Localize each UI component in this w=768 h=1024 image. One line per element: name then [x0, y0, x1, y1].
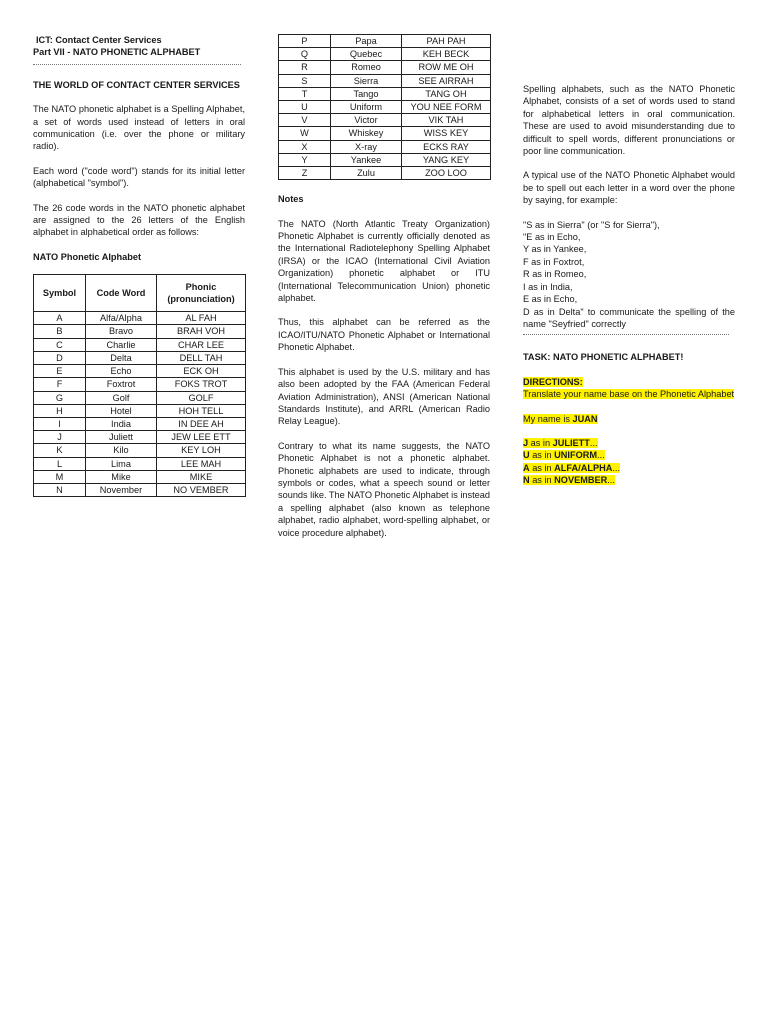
phonic-cell: LEE MAH	[157, 457, 246, 470]
intro-paragraph-1: The NATO phonetic alphabet is a Spelling Alphabet, a set of words used instead of letters in oral communication (i.e. over the phone or military radio).	[33, 104, 245, 152]
symbol-cell: P	[279, 35, 331, 48]
phonic-cell: CHAR LEE	[157, 338, 246, 351]
answer-word: NOVEMBER	[554, 475, 608, 486]
phonic-cell: ZOO LOO	[402, 167, 491, 180]
symbol-cell: F	[34, 378, 86, 391]
symbol-cell: D	[34, 351, 86, 364]
symbol-cell: X	[279, 140, 331, 153]
code-word-cell: Victor	[331, 114, 402, 127]
phonic-cell: NO VEMBER	[157, 483, 246, 496]
example-line: E as in Echo,	[523, 294, 578, 305]
directions-text: Translate your name base on the Phonetic Alphabet	[523, 389, 735, 400]
code-word-cell: Kilo	[86, 444, 157, 457]
example-line: Y as in Yankee,	[523, 244, 587, 255]
example-line: I as in India,	[523, 281, 573, 292]
phonic-cell: FOKS TROT	[157, 378, 246, 391]
code-word-cell: Uniform	[331, 101, 402, 114]
table-b-row	[279, 101, 491, 114]
code-word-cell: India	[86, 417, 157, 430]
phonic-cell: ECK OH	[157, 365, 246, 378]
table-header-row	[34, 275, 246, 312]
symbol-cell: U	[279, 101, 331, 114]
symbol-cell: E	[34, 365, 86, 378]
phonic-cell: YOU NEE FORM	[402, 101, 491, 114]
part-title: Part VII - NATO PHONETIC ALPHABET	[33, 47, 201, 58]
code-word-cell: Echo	[86, 365, 157, 378]
phonic-cell: ECKS RAY	[402, 140, 491, 153]
symbol-cell: B	[34, 325, 86, 338]
name-line	[523, 413, 735, 425]
answer-line	[523, 437, 735, 449]
answer-word: ALFA/ALPHA	[554, 462, 613, 473]
table-b-row	[279, 127, 491, 140]
code-word-cell: Delta	[86, 351, 157, 364]
example-list	[523, 219, 735, 331]
code-word-cell: Golf	[86, 391, 157, 404]
code-word-cell: November	[86, 483, 157, 496]
table-a-row	[34, 378, 246, 391]
intro-paragraph-2: Each word ("code word") stands for its initial letter (alphabetical "symbol").	[33, 165, 245, 189]
phonic-cell: BRAH VOH	[157, 325, 246, 338]
symbol-cell: V	[279, 114, 331, 127]
code-word-cell: Whiskey	[331, 127, 402, 140]
table-b-row	[279, 74, 491, 87]
answer-word: JULIETT	[552, 437, 590, 448]
table-b-row	[279, 140, 491, 153]
table-a-row	[34, 457, 246, 470]
divider	[33, 59, 241, 65]
table-b-row	[279, 87, 491, 100]
table-a-row	[34, 483, 246, 496]
notes-heading: Notes	[278, 194, 304, 205]
task-heading: TASK: NATO PHONETIC ALPHABET!	[523, 352, 684, 363]
column-header-symbol: Symbol	[34, 275, 86, 312]
name-value: JUAN	[572, 413, 598, 424]
symbol-cell: I	[34, 417, 86, 430]
example-line: "E as in Echo,	[523, 232, 581, 243]
notes-paragraph-4: Contrary to what its name suggests, the NATO Phonetic Alphabet is not a phonetic alphabet. Phonetic alphabets are used to indicate, through symbols or codes, what a speech sound or letter sounds like. The NATO Phonetic Alphabet is instead a spelling alphabet (also known as telephone alphabet, radio alphabet, word-spelling alphabet, or voice procedure alphabet).	[278, 440, 490, 538]
answer-letter: A	[523, 462, 530, 473]
code-word-cell: Bravo	[86, 325, 157, 338]
code-word-cell: Alfa/Alpha	[86, 312, 157, 325]
symbol-cell: N	[34, 483, 86, 496]
phonic-cell: MIKE	[157, 470, 246, 483]
code-word-cell: Tango	[331, 87, 402, 100]
directions-label: DIRECTIONS:	[523, 376, 583, 387]
table-b-row	[279, 48, 491, 61]
column-2	[278, 34, 490, 539]
column-1	[33, 34, 245, 497]
table-a-row	[34, 444, 246, 457]
course-title: ICT: Contact Center Services	[36, 35, 162, 45]
answer-end: ...	[597, 450, 605, 461]
table-a-row	[34, 417, 246, 430]
table-title: NATO Phonetic Alphabet	[33, 251, 142, 262]
phonetic-table-a	[33, 274, 246, 497]
symbol-cell: Q	[279, 48, 331, 61]
code-word-cell: Charlie	[86, 338, 157, 351]
symbol-cell: M	[34, 470, 86, 483]
phonic-cell: TANG OH	[402, 87, 491, 100]
symbol-cell: S	[279, 74, 331, 87]
table-a-row	[34, 351, 246, 364]
symbol-cell: T	[279, 87, 331, 100]
example-line: D as in Delta" to communicate the spelling of the name "Seyfried" correctly	[523, 306, 735, 329]
phonic-cell: GOLF	[157, 391, 246, 404]
answer-end: ...	[607, 475, 615, 486]
usage-paragraph: A typical use of the NATO Phonetic Alphabet would be to spell out each letter in a word over the phone by saying, for example:	[523, 170, 735, 206]
example-line: "S as in Sierra" (or "S for Sierra"),	[523, 219, 660, 230]
table-a-row	[34, 365, 246, 378]
answer-list	[523, 437, 735, 487]
table-b-row	[279, 153, 491, 166]
phonic-cell: VIK TAH	[402, 114, 491, 127]
table-a-row	[34, 470, 246, 483]
table-b-row	[279, 35, 491, 48]
symbol-cell: A	[34, 312, 86, 325]
code-word-cell: Yankee	[331, 153, 402, 166]
symbol-cell: H	[34, 404, 86, 417]
code-word-cell: Lima	[86, 457, 157, 470]
code-word-cell: Juliett	[86, 431, 157, 444]
answer-line	[523, 462, 735, 474]
table-b-row	[279, 61, 491, 74]
answer-letter: U	[523, 450, 530, 461]
code-word-cell: Foxtrot	[86, 378, 157, 391]
answer-end: ...	[612, 462, 621, 473]
answer-mid: as in	[528, 437, 553, 448]
table-b-row	[279, 114, 491, 127]
symbol-cell: W	[279, 127, 331, 140]
symbol-cell: G	[34, 391, 86, 404]
table-a-row	[34, 338, 246, 351]
table-a-row	[34, 312, 246, 325]
code-word-cell: Zulu	[331, 167, 402, 180]
phonic-cell: KEY LOH	[157, 444, 246, 457]
column-header-code-word: Code Word	[86, 275, 157, 312]
code-word-cell: Papa	[331, 35, 402, 48]
table-a-row	[34, 325, 246, 338]
code-word-cell: Hotel	[86, 404, 157, 417]
notes-paragraph-3: This alphabet is used by the U.S. military and has also been adopted by the FAA (American Federal Aviation Administration), ANSI (American National Standards Institute), and ARRL (American Radio Relay League).	[278, 366, 490, 427]
phonic-cell: IN DEE AH	[157, 417, 246, 430]
code-word-cell: Quebec	[331, 48, 402, 61]
code-word-cell: X-ray	[331, 140, 402, 153]
table-a-row	[34, 431, 246, 444]
notes-paragraph-1: The NATO (North Atlantic Treaty Organization) Phonetic Alphabet is currently officially denoted as the International Radiotelephony Spelling Alphabet (IRSA) or the ICAO (International Civil Aviation Organization) phonetic alphabet or ITU (International Telecommunication Union) phonetic alphabet.	[278, 218, 490, 304]
example-line: F as in Foxtrot,	[523, 256, 585, 267]
phonic-cell: HOH TELL	[157, 404, 246, 417]
table-b-row	[279, 167, 491, 180]
symbol-cell: J	[34, 431, 86, 444]
table-a-row	[34, 391, 246, 404]
phonic-cell: JEW LEE ETT	[157, 431, 246, 444]
phonic-cell: ROW ME OH	[402, 61, 491, 74]
answer-mid: as in	[529, 450, 555, 461]
phonic-cell: DELL TAH	[157, 351, 246, 364]
symbol-cell: L	[34, 457, 86, 470]
name-prefix: My name is	[523, 413, 573, 424]
column-3	[523, 34, 735, 487]
section-heading: THE WORLD OF CONTACT CENTER SERVICES	[33, 79, 240, 90]
intro-paragraph-3: The 26 code words in the NATO phonetic alphabet are assigned to the 26 letters of the English alphabet in alphabetical order as follows:	[33, 202, 245, 238]
symbol-cell: Z	[279, 167, 331, 180]
code-word-cell: Sierra	[331, 74, 402, 87]
phonic-cell: SEE AIRRAH	[402, 74, 491, 87]
phonic-cell: WISS KEY	[402, 127, 491, 140]
column-header-phonic: Phonic (pronunciation)	[157, 275, 246, 312]
symbol-cell: K	[34, 444, 86, 457]
answer-letter: J	[523, 437, 529, 448]
symbol-cell: R	[279, 61, 331, 74]
phonic-cell: KEH BECK	[402, 48, 491, 61]
phonic-cell: PAH PAH	[402, 35, 491, 48]
symbol-cell: Y	[279, 153, 331, 166]
notes-paragraph-2: Thus, this alphabet can be referred as the ICAO/ITU/NATO Phonetic Alphabet or International Phonetic Alphabet.	[278, 317, 490, 353]
table-a-row	[34, 404, 246, 417]
answer-line	[523, 449, 735, 461]
answer-mid: as in	[529, 475, 555, 486]
phonetic-table-b	[278, 34, 491, 180]
answer-letter: N	[523, 475, 530, 486]
symbol-cell: C	[34, 338, 86, 351]
answer-mid: as in	[529, 462, 555, 473]
answer-word: UNIFORM	[554, 450, 598, 461]
spelling-paragraph: Spelling alphabets, such as the NATO Phonetic Alphabet, consists of a set of words used to stand for alphabetical letters in oral communication. These are used to avoid misunderstanding due to difficult to spell words, different pronunciations or poor line communication.	[523, 84, 735, 157]
example-line: R as in Romeo,	[523, 269, 587, 280]
code-word-cell: Romeo	[331, 61, 402, 74]
answer-end: ...	[589, 437, 598, 448]
answer-line	[523, 474, 735, 486]
phonic-cell: AL FAH	[157, 312, 246, 325]
phonic-cell: YANG KEY	[402, 153, 491, 166]
code-word-cell: Mike	[86, 470, 157, 483]
divider	[523, 330, 729, 335]
